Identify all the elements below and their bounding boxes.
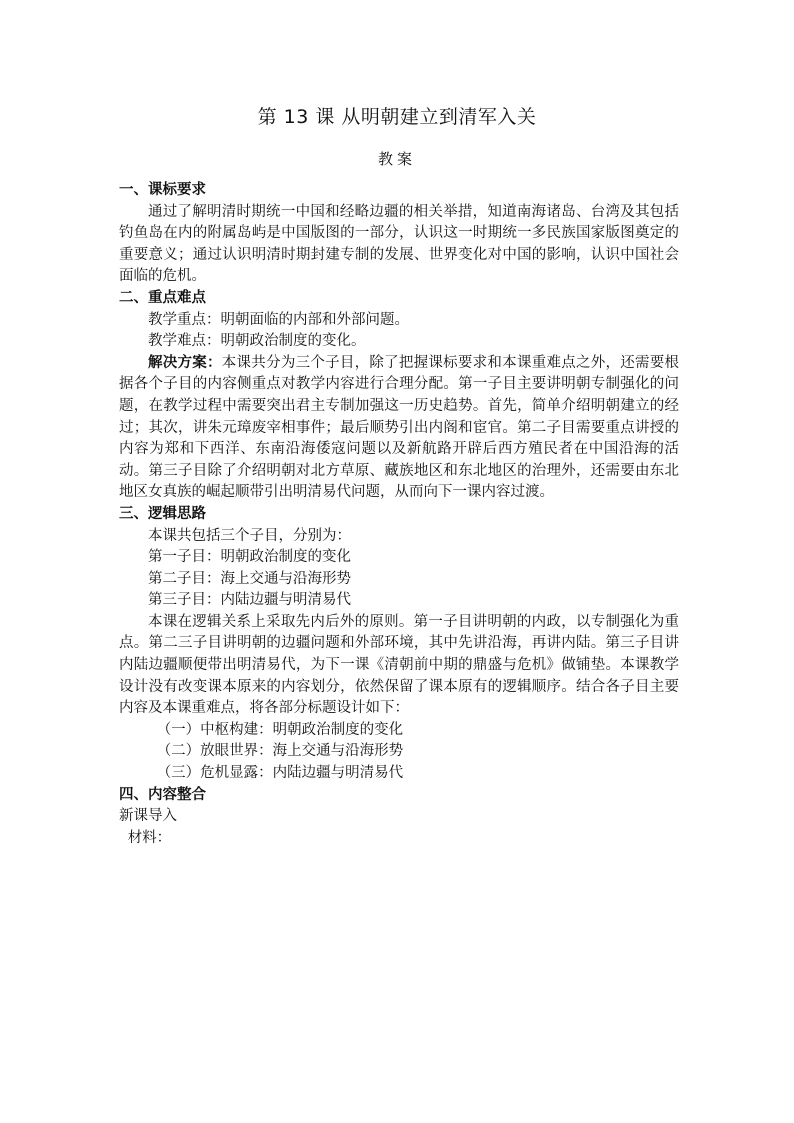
subsection-item: 第二子目：海上交通与沿海形势 [148,570,351,587]
subsection-item: 第三子目：内陆边疆与明清易代 [148,592,351,609]
section-heading-key-points: 二、重点难点 [119,289,206,306]
section-title-item: （三）危机显露：内陆边疆与明清易代 [156,765,404,782]
solution-text: 本课共分为三个子目，除了把握课标要求和本课重难点之外，还需要根据各个子目的内容侧重点对教学内容进行合理分配。第一子目主要讲明朝专制强化的问题，在教学过程中需要突出君主专制加强这一历史趋势。首先，简单介绍明朝建立的经过；其次，讲朱元璋废宰相事件；最后顺势引出内阁和宦官。第二子目需要重点讲授的内容为郑和下西洋、东南沿海倭寇问题以及新航路开辟后西方殖民者在中国沿海的活动。第三子目除了介绍明朝对北方草原、藏族地区和东北地区的治理外，还需要由东北地区女真族的崛起顺带引出明清易代问题，从而向下一课内容过渡。 [119,354,680,501]
logic-paragraph: 本课在逻辑关系上采取先内后外的原则。第一子目讲明朝的内政，以专制强化为重点。第二三子目讲明朝的边疆问题和外部环境，其中先讲沿海，再讲内陆。第三子目讲内陆边疆顺便带出明清易代，为下一课《清朝前中期的鼎盛与危机》做铺垫。本课教学设计没有改变课本原来的内容划分，依然保留了课本原有的逻辑顺序。结合各子目主要内容及本课重难点，将各部分标题设计如下： [119,613,679,717]
section-heading-content: 四、内容整合 [119,786,206,803]
key-point-line: 教学重点：明朝面临的内部和外部问题。 [148,311,409,328]
section-title-item: （一）中枢构建：明朝政治制度的变化 [156,721,404,738]
lead-in-label: 新课导入 [119,808,177,825]
section-heading-logic: 三、逻辑思路 [119,505,206,522]
document-body [119,180,679,849]
solution-paragraph [119,353,679,504]
section-title-item: （二）放眼世界：海上交通与沿海形势 [156,743,404,760]
material-label: 材料： [127,829,172,846]
section-heading-standards: 一、课标要求 [119,182,206,198]
solution-label: 解决方案： [148,354,222,371]
subsection-item: 第一子目：明朝政治制度的变化 [148,549,351,566]
page-subtitle: 教案 [377,150,416,168]
page-title: 第 13 课 从明朝建立到清军入关 [257,106,537,128]
standards-paragraph: 通过了解明清时期统一中国和经略边疆的相关举措，知道南海诸岛、台湾及其包括钓鱼岛在内的附属岛屿是中国版图的一部分，认识这一时期统一多民族国家版图奠定的重要意义；通过认识明清时期封建专制的发展、世界变化对中国的影响，认识中国社会面临的危机。 [119,203,679,285]
difficulty-line: 教学难点：明朝政治制度的变化。 [148,333,366,350]
logic-intro: 本课共包括三个子目，分别为： [148,527,351,544]
